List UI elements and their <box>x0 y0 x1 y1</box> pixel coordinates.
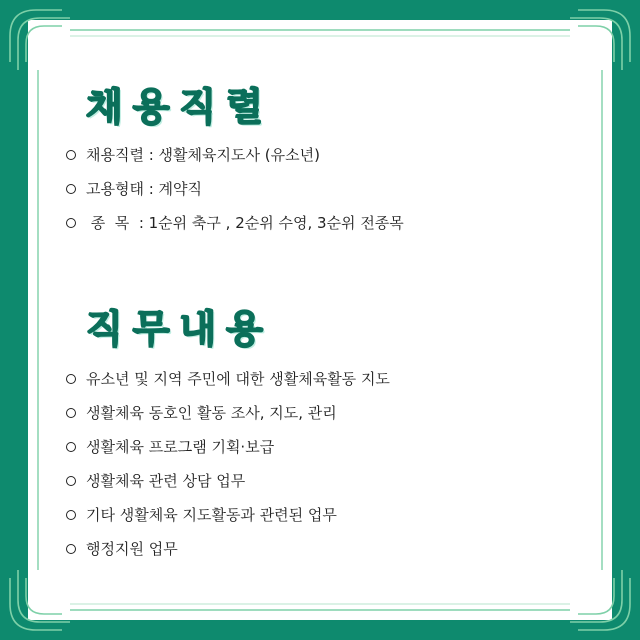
circle-bullet-icon <box>66 184 76 194</box>
circle-bullet-icon <box>66 408 76 418</box>
section-heading-recruitment: 채용직렬 <box>86 85 273 129</box>
list-item <box>66 362 390 396</box>
circle-bullet-icon <box>66 510 76 520</box>
list-item-text: 생활체육 프로그램 기획·보급 <box>86 438 275 456</box>
list-item-text: 유소년 및 지역 주민에 대한 생활체육활동 지도 <box>86 370 390 388</box>
circle-bullet-icon <box>66 544 76 554</box>
list-item <box>66 138 404 172</box>
circle-bullet-icon <box>66 476 76 486</box>
section-heading-duties: 직무내용 <box>86 307 273 351</box>
list-item-text: 고용형태 : 계약직 <box>86 180 203 198</box>
circle-bullet-icon <box>66 150 76 160</box>
list-item-text: 생활체육 관련 상담 업무 <box>86 472 246 490</box>
list-item <box>66 206 404 240</box>
recruitment-list <box>66 138 404 240</box>
circle-bullet-icon <box>66 442 76 452</box>
list-item <box>66 532 390 566</box>
list-item-text: 기타 생활체육 지도활동과 관련된 업무 <box>86 506 337 524</box>
list-item-text: 생활체육 동호인 활동 조사, 지도, 관리 <box>86 404 337 422</box>
circle-bullet-icon <box>66 374 76 384</box>
list-item-text: 종 목 : 1순위 축구 , 2순위 수영, 3순위 전종목 <box>86 214 404 232</box>
list-item-text: 채용직렬 : 생활체육지도사 (유소년) <box>86 146 320 164</box>
list-item <box>66 172 404 206</box>
list-item <box>66 396 390 430</box>
list-item <box>66 464 390 498</box>
duties-list <box>66 362 390 566</box>
list-item <box>66 430 390 464</box>
circle-bullet-icon <box>66 218 76 228</box>
list-item-text: 행정지원 업무 <box>86 540 178 558</box>
list-item <box>66 498 390 532</box>
